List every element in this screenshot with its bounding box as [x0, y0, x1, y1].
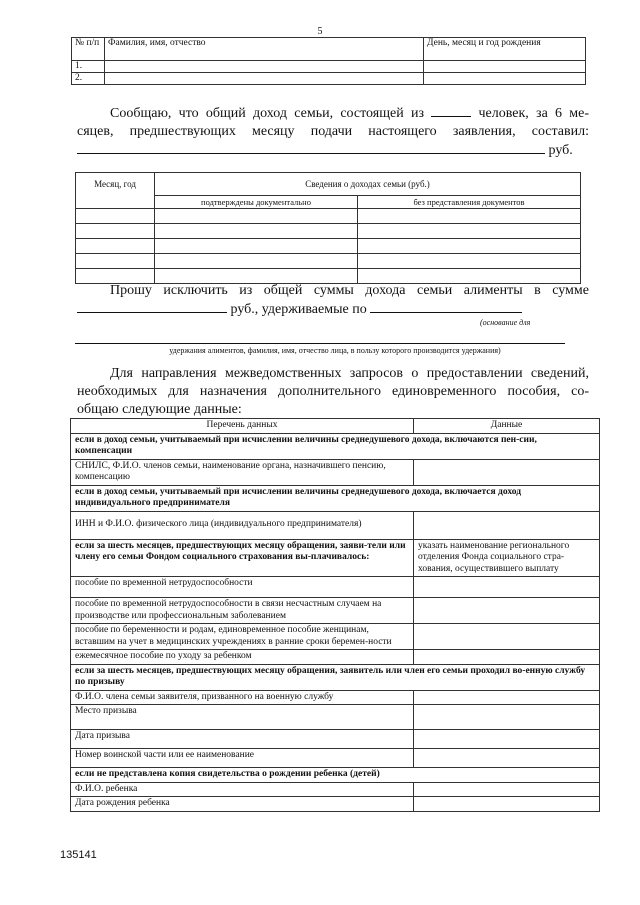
- header-confirmed: подтверждены документально: [155, 196, 358, 209]
- header-month-year: Месяц, год: [76, 173, 155, 209]
- name-cell[interactable]: [105, 73, 424, 85]
- family-members-table: [71, 37, 586, 85]
- row-accident-label: пособие по временной нетрудоспособности в связи несчастным случаем на производстве или профессиональным заболеванием: [71, 598, 414, 624]
- alimony-basis-blank[interactable]: [370, 300, 522, 313]
- table-row: [71, 624, 600, 650]
- income-text-3: сяцев, предшествующих месяцу подачи настоящего заявления, составил:: [77, 124, 589, 139]
- unconfirmed-cell[interactable]: [358, 239, 581, 254]
- header-income-info: Сведения о доходах семьи (руб.): [155, 173, 581, 196]
- confirmed-cell[interactable]: [155, 224, 358, 239]
- income-details-table: [75, 172, 581, 284]
- section-pension-row: [71, 433, 600, 459]
- table-header-row: [72, 38, 586, 61]
- name-cell[interactable]: [105, 61, 424, 73]
- table-row: [72, 61, 586, 73]
- table-row: [71, 749, 600, 768]
- alimony-amount-blank[interactable]: [77, 300, 227, 313]
- month-cell[interactable]: [76, 254, 155, 269]
- row-child-birth-value[interactable]: [414, 797, 600, 812]
- request-paragraph: [77, 365, 589, 419]
- section-birth-row: [71, 768, 600, 783]
- table-row: [76, 224, 581, 239]
- income-currency: руб.: [548, 143, 573, 158]
- confirmed-cell[interactable]: [155, 254, 358, 269]
- income-amount-blank[interactable]: [77, 141, 545, 154]
- income-text-2: человек, за 6 ме-: [478, 106, 590, 121]
- row-accident-value[interactable]: [414, 598, 600, 624]
- section-pension: если в доход семьи, учитываемый при исчислении величины среднедушевого дохода, включаются пен-сии, компенсации: [71, 433, 600, 459]
- header-data: Данные: [414, 419, 600, 434]
- alimony-details-blank[interactable]: [75, 332, 565, 344]
- birth-date-cell[interactable]: [424, 73, 586, 85]
- section-military: если за шесть месяцев, предшествующих месяцу обращения, заявитель или член его семьи проходил во-енную службу по призыву: [71, 664, 600, 690]
- request-text-2: необходимых для назначения дополнительного единовременного пособия, со-: [77, 384, 589, 399]
- table-row: [71, 459, 600, 485]
- row-number: 1.: [72, 61, 105, 73]
- section-fss: если за шесть месяцев, предшествующих месяцу обращения, заяви-тели или члену его семьи Фондом социального страхования вы-плачивалось:: [71, 539, 414, 577]
- header-birth-date: День, месяц и год рождения: [424, 38, 586, 61]
- row-sick-value[interactable]: [414, 577, 600, 598]
- row-childcare-value[interactable]: [414, 650, 600, 665]
- data-list-table: [70, 418, 600, 812]
- month-cell[interactable]: [76, 224, 155, 239]
- confirmed-cell[interactable]: [155, 239, 358, 254]
- income-text-1: Сообщаю, что общий доход семьи, состоящей из: [110, 106, 424, 121]
- alimony-paragraph: [77, 282, 589, 319]
- table-row: [72, 73, 586, 85]
- table-row: [71, 539, 600, 577]
- row-child-birth-label: Дата рождения ребенка: [71, 797, 414, 812]
- row-date-value[interactable]: [414, 730, 600, 749]
- row-unit-value[interactable]: [414, 749, 600, 768]
- row-date-label: Дата призыва: [71, 730, 414, 749]
- table-row: [71, 705, 600, 730]
- confirmed-cell[interactable]: [155, 209, 358, 224]
- row-snils-value[interactable]: [414, 459, 600, 485]
- table-row: [71, 511, 600, 539]
- section-entrepreneur: если в доход семьи, учитываемый при исчислении величины среднедушевого дохода, включается доход индивидуального предпринимателя: [71, 485, 600, 511]
- table-row: [76, 209, 581, 224]
- alimony-details-note: удержания алиментов, фамилия, имя, отчество лица, в пользу которого производится удержания): [169, 346, 501, 355]
- row-place-label: Место призыва: [71, 705, 414, 730]
- section-military-row: [71, 664, 600, 690]
- row-snils-label: СНИЛС, Ф.И.О. членов семьи, наименование органа, назначившего пенсию, компенсацию: [71, 459, 414, 485]
- row-childcare-label: ежемесячное пособие по уходу за ребенком: [71, 650, 414, 665]
- row-child-name-label: Ф.И.О. ребенка: [71, 782, 414, 797]
- table-row: [71, 598, 600, 624]
- row-number: 2.: [72, 73, 105, 85]
- unconfirmed-cell[interactable]: [358, 254, 581, 269]
- alimony-text-2: руб., удерживаемые по: [230, 302, 367, 317]
- fss-note: указать наименование регионального отделения Фонда социального стра-хования, осуществившего выплату: [414, 539, 600, 577]
- header-data-list: Перечень данных: [71, 419, 414, 434]
- table-row: [71, 650, 600, 665]
- row-conscript-label: Ф.И.О. члена семьи заявителя, призванного на военную службу: [71, 690, 414, 705]
- row-child-name-value[interactable]: [414, 782, 600, 797]
- table-row: [71, 730, 600, 749]
- month-cell[interactable]: [76, 209, 155, 224]
- section-birth: если не представлена копия свидетельства о рождении ребенка (детей): [71, 768, 600, 783]
- table-row: [71, 690, 600, 705]
- header-unconfirmed: без представления документов: [358, 196, 581, 209]
- unconfirmed-cell[interactable]: [358, 209, 581, 224]
- table-row: [76, 239, 581, 254]
- month-cell[interactable]: [76, 239, 155, 254]
- row-maternity-label: пособие по беременности и родам, единовременное пособие женщинам, вставшим на учет в медицинских учреждениях в ранние сроки беремен-ности: [71, 624, 414, 650]
- row-maternity-value[interactable]: [414, 624, 600, 650]
- header-number: № п/п: [72, 38, 105, 61]
- section-entrepreneur-row: [71, 485, 600, 511]
- row-inn-label: ИНН и Ф.И.О. физического лица (индивидуального предпринимателя): [71, 511, 414, 539]
- birth-date-cell[interactable]: [424, 61, 586, 73]
- table-row: [71, 577, 600, 598]
- unconfirmed-cell[interactable]: [358, 224, 581, 239]
- alimony-text-1: Прошу исключить из общей суммы дохода семьи алименты в сумме: [110, 283, 589, 298]
- row-sick-label: пособие по временной нетрудоспособности: [71, 577, 414, 598]
- header-full-name: Фамилия, имя, отчество: [105, 38, 424, 61]
- table-row: [71, 782, 600, 797]
- footer-code: 135141: [60, 849, 97, 861]
- table-row: [76, 254, 581, 269]
- table-header-row: [76, 173, 581, 196]
- page-number: 5: [317, 26, 323, 37]
- income-paragraph: [77, 104, 589, 160]
- row-unit-label: Номер воинской части или ее наименование: [71, 749, 414, 768]
- row-conscript-value[interactable]: [414, 690, 600, 705]
- family-size-blank[interactable]: [431, 104, 471, 117]
- table-row: [71, 797, 600, 812]
- alimony-basis-note: (основание для: [480, 318, 531, 327]
- request-text-3: общаю следующие данные:: [77, 402, 242, 417]
- request-text-1: Для направления межведомственных запросов о предоставлении сведений,: [110, 366, 589, 381]
- row-inn-value[interactable]: [414, 511, 600, 539]
- table-header-row: [71, 419, 600, 434]
- row-place-value[interactable]: [414, 705, 600, 730]
